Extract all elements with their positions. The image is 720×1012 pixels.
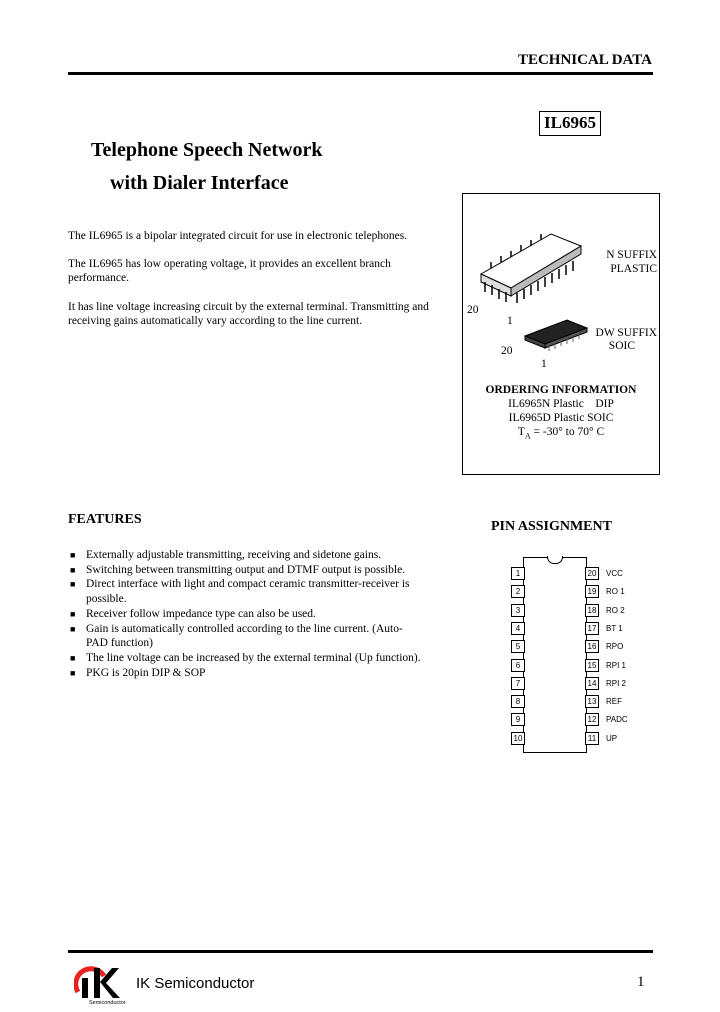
temp-symbol: T [517,426,525,438]
pin-label-right: RPI 1 [606,660,627,670]
soic-pin1-label: 1 [541,358,547,370]
feature-item: ■ The line voltage can be increased by the external terminal (Up function). [70,651,421,664]
pin-number-left: 10 [511,732,525,745]
features-title: FEATURES [68,512,142,527]
bullet-icon: ■ [70,608,76,619]
pin-number-left: 8 [511,695,525,708]
pin-assignment-title: PIN ASSIGNMENT [491,519,612,534]
header-rule [68,72,653,75]
page-number: 1 [637,974,645,990]
logo-text: Semiconductor [89,1000,126,1006]
feature-item: ■ Direct interface with light and compact ceramic transmitter-receiver is possible. [70,578,410,606]
soic-package-icon [525,320,587,351]
dw-soic-label: SOIC [608,340,635,352]
company-name: IK Semiconductor [136,975,255,992]
pin-label-right: PADC [606,715,628,725]
pin-label-right: BT 1 [606,623,623,633]
footer-rule [68,950,653,953]
bullet-icon: ■ [70,579,76,590]
pin-number-right: 13 [585,695,599,708]
feature-item: ■ Externally adjustable transmitting, receiving and sidetone gains. [70,549,382,561]
temp-subscript: A [524,431,531,441]
pin-number-right: 12 [585,713,599,726]
feature-item: ■ Gain is automatically controlled according to the line current. (Auto-PAD function) [70,622,403,650]
intro-paragraph-3: It has line voltage increasing circuit by the external terminal. Transmitting and receiving gains automatically vary according to the line current. [68,301,429,327]
feature-item: ■ Switching between transmitting output and DTMF output is possible. [70,563,406,576]
pin-number-left: 1 [511,567,525,580]
pin-number-right: 15 [585,659,599,672]
bullet-icon: ■ [70,652,76,663]
intro-paragraph-2: The IL6965 has low operating voltage, it provides an excellent branch performance. [68,258,391,284]
pin-number-left: 3 [511,604,525,617]
intro-paragraph-1: The IL6965 is a bipolar integrated circuit for use in electronic telephones. [68,230,408,242]
dip-pin1-label: 1 [507,315,513,327]
pin-number-left: 7 [511,677,525,690]
document-title-line2: with Dialer Interface [110,172,289,194]
pin-label-right: UP [606,733,618,743]
pin-number-right: 11 [585,732,599,745]
pin-number-right: 17 [585,622,599,635]
n-plastic-label: PLASTIC [610,263,657,275]
ordering-title: ORDERING INFORMATION [485,384,637,396]
pin-label-right: RPO [606,642,624,652]
dw-suffix-label: DW SUFFIX [595,327,657,339]
feature-item: ■ Receiver follow impedance type can also be used. [70,607,316,620]
header-title: TECHNICAL DATA [517,52,652,68]
pin-number-left: 9 [511,713,525,726]
package-illustration [471,224,591,354]
bullet-icon: ■ [70,564,76,575]
bullet-icon: ■ [70,623,76,634]
dip-package-icon [481,234,581,303]
pin-number-right: 16 [585,640,599,653]
pin-label-right: VCC [606,569,623,578]
pin-number-right: 18 [585,604,599,617]
ordering-line-2: IL6965D Plastic SOIC [508,412,614,424]
document-title-line1: Telephone Speech Network [91,139,323,161]
ordering-line-1: IL6965N Plastic DIP [508,398,614,410]
features-list [68,548,468,680]
n-suffix-label: N SUFFIX [606,249,657,261]
pin-label-right: REF [606,697,622,707]
pin-number-left: 6 [511,659,525,672]
ic-body [523,557,587,753]
feature-item: ■ PKG is 20pin DIP & SOP [70,666,206,679]
ik-logo-icon [74,962,134,1006]
pin-label-right: RPI 2 [606,678,627,688]
pin-number-left: 5 [511,640,525,653]
bullet-icon: ■ [70,550,76,560]
package-info-box [462,193,660,475]
pin-number-left: 2 [511,585,525,598]
pin-label-right: RO 1 [606,587,625,597]
pin-number-left: 4 [511,622,525,635]
temp-range-text: = -30° to 70° C [530,426,605,438]
part-number-box: IL6965 [539,111,601,136]
temperature-range [463,426,659,440]
dip-pin20-label: 20 [467,304,479,316]
pin-number-right: 14 [585,677,599,690]
pin-number-right: 20 [585,567,599,580]
soic-pin20-label: 20 [501,345,513,357]
pin-number-right: 19 [585,585,599,598]
pin-label-right: RO 2 [606,605,625,615]
bullet-icon: ■ [70,667,76,678]
